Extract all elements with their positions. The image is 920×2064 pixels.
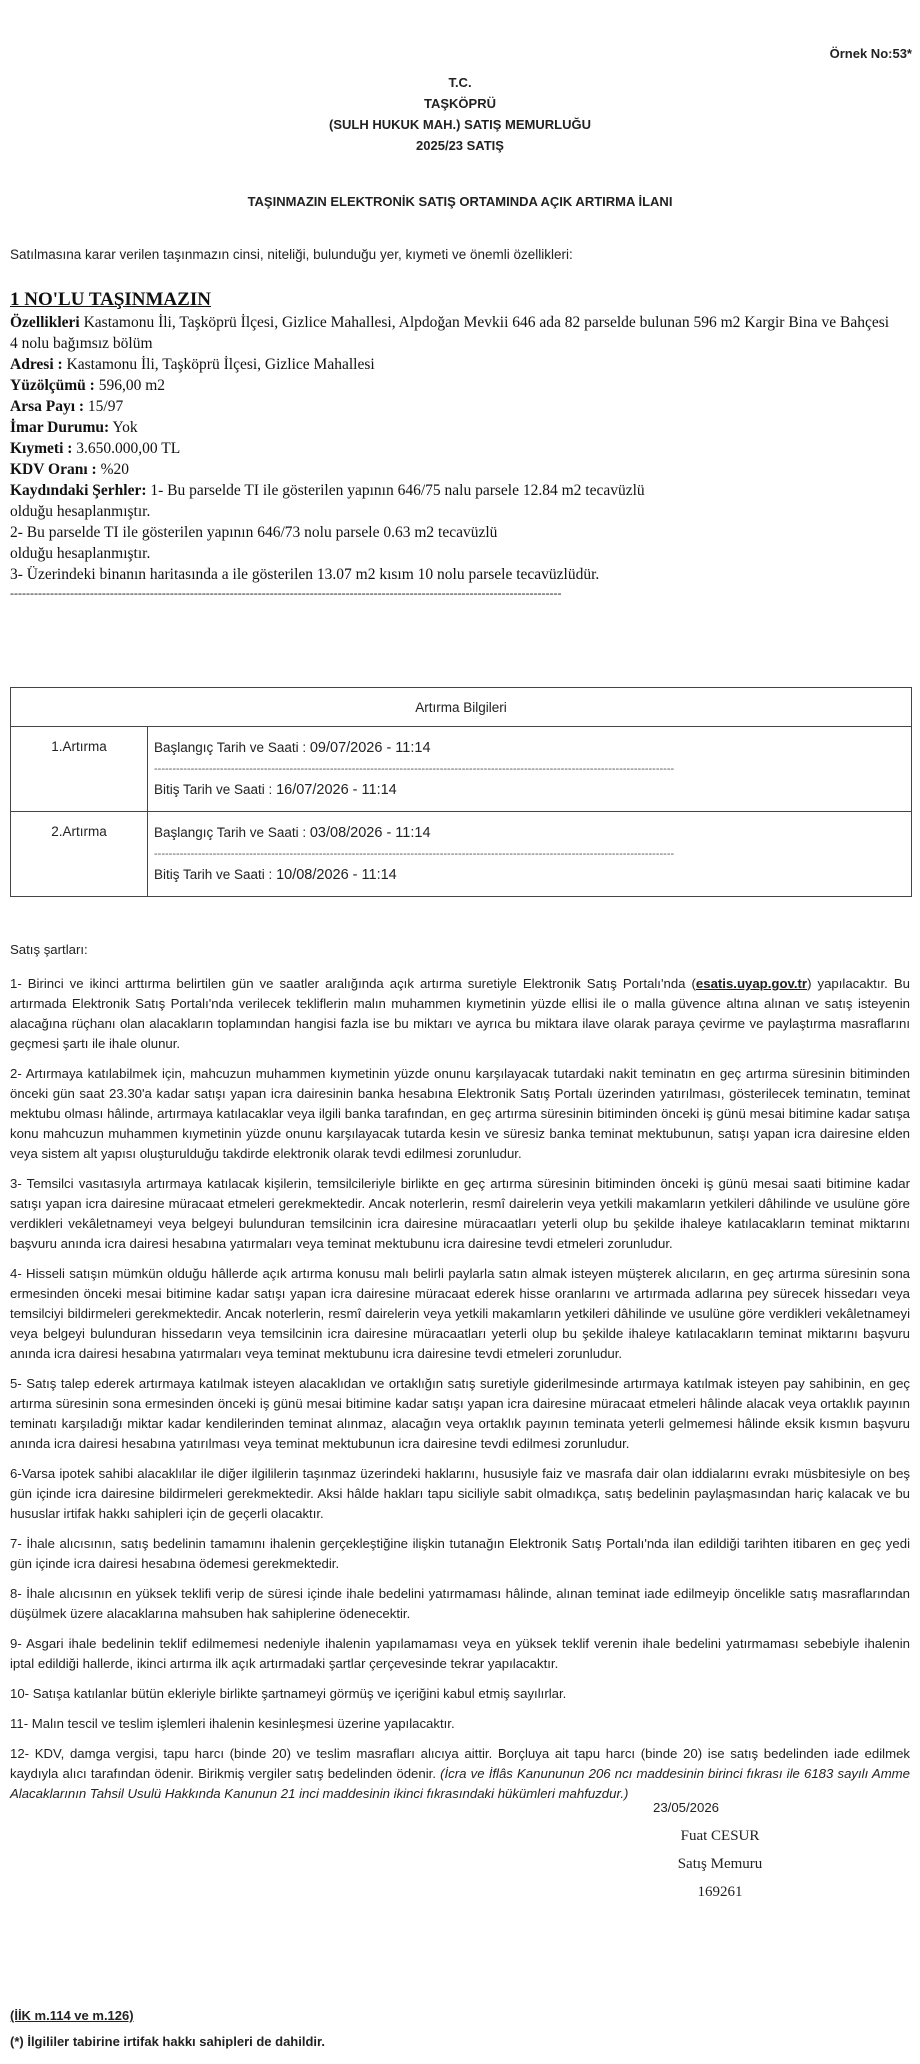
- property-features: Özellikleri Kastamonu İli, Taşköprü İlçesi, Gizlice Mahallesi, Alpdoğan Mevkii 646 ada 82 parselde bulunan 596 m2 Kargir Bina ve Bahçesi 4 nolu bağımsız bölüm: [10, 314, 890, 352]
- auction-dates: [148, 812, 912, 897]
- annotation-line: olduğu hesaplanmıştır.: [10, 503, 151, 520]
- esatis-link[interactable]: esatis.uyap.gov.tr: [695, 976, 808, 991]
- term-1: 1- Birinci ve ikinci arttırma belirtilen gün ve saatler aralığında açık artırma suretiyle Elektronik Satış Portalı'nda (esatis.uyap.gov.tr) yapılacaktır. Bu artırmada Elektronik Satış Portalı'nda verilecek tekliflerin malın muhammen kıymetinin yüzde ellisi ile o malla güvence altına alınan ve satış isteyenin alacağına rüçhanı olan alacakların toplamından hangisi fazla ise bu miktarı ve ayrıca bu miktara ilave olarak paraya çevirme ve paylaştırma masraflarını geçmesi şartı ile ihale olunur.: [10, 976, 910, 1051]
- term-11: 11- Malın tescil ve teslim işlemleri ihalenin kesinleşmesi üzerine yapılacaktır.: [10, 1716, 455, 1731]
- term-8: 8- İhale alıcısının en yüksek teklifi verip de süresi içinde ihale bedelini yatırmaması hâlinde, alınan teminat iade edilmeyip öncelikle satış masraflarından düşülmek üzere alacaklarına mahsuben hak sahiplerine ödenecektir.: [10, 1586, 910, 1621]
- property-vat-rate: KDV Oranı : %20: [10, 461, 129, 478]
- auction-end: Bitiş Tarih ve Saati : 16/07/2026 - 11:14: [154, 782, 397, 798]
- property-value: Kıymeti : 3.650.000,00 TL: [10, 440, 181, 457]
- sample-number: Örnek No:53*: [829, 46, 912, 61]
- auction-label: 1.Artırma: [11, 727, 148, 812]
- signatory-title: Satış Memuru: [677, 1856, 763, 1872]
- term-9: 9- Asgari ihale bedelinin teklif edilmemesi nedeniyle ihalenin yapılamaması veya en yüksek teklif verenin ihale bedelini yatırmaması sebebiyle ihalenin iptal edildiği hallerde, ikinci artırma ilk açık artırmadaki şartlar çerçevesinde tekrar yapılacaktır.: [10, 1636, 910, 1671]
- term-7: 7- İhale alıcısının, satış bedelinin tamamını ihalenin gerçekleştiğine ilişkin tutanağın Elektronik Satış Portalı'nda ilan edildiği tarihten itibaren en geç yedi gün içinde icra dairesi hesabına ödemesi gerekmektedir.: [10, 1536, 910, 1571]
- notice-title: TAŞINMAZIN ELEKTRONİK SATIŞ ORTAMINDA AÇIK ARTIRMA İLANI: [247, 194, 673, 209]
- auction-end: Bitiş Tarih ve Saati : 10/08/2026 - 11:14: [154, 867, 397, 883]
- row-separator: ----------------------------------------------------------------------------------------------------------------------------------------------: [154, 848, 675, 860]
- header-tc: T.C.: [448, 75, 472, 90]
- row-separator: ----------------------------------------------------------------------------------------------------------------------------------------------: [154, 763, 675, 775]
- term-3: 3- Temsilci vasıtasıyla artırmaya katılacak kişilerin, temsilcileriyle birlikte en geç artırma süresinin bitiminden önceki iş günü mesai saati bitimine kadar satışı yapan icra dairesine müracaat etmeleri gerekmektedir. Ancak noterlerin, resmî dairelerin veya yetkili makamların yetkileri dâhilinde ve usulüne göre verdikleri vekâletnameyi veya belgeyi bulunduran temsilcinin icra dairesine müracaatları yeterli olup bu şekilde ihaleye katılacakların teminat miktarını başvuru anında icra dairesi hesabına yatırmaları veya teminat mektubunu icra dairesine tevdi etmeleri zorunludur.: [10, 1176, 910, 1251]
- property-title: 1 NO'LU TAŞINMAZIN: [10, 289, 211, 310]
- auction-table-header: Artırma Bilgileri: [11, 688, 912, 727]
- property-area: Yüzölçümü : 596,00 m2: [10, 377, 166, 394]
- header-office: (SULH HUKUK MAH.) SATIŞ MEMURLUĞU: [329, 117, 591, 132]
- auction-row: [11, 812, 912, 897]
- term-6: 6-Varsa ipotek sahibi alacaklılar ile diğer ilgililerin taşınmaz üzerindeki haklarını, hususiyle faiz ve masrafa dair olan iddialarını evrakı müsbitesiyle on beş gün içinde icra dairesine bildirmeleri gerekmektedir. Aksi hâlde hakları tapu siciliyle sabit olmadıkça, satış bedelinin paylaşmasından hariç kalacak ve bu hususlar irtifak hakkı sahipleri için de geçerli olacaktır.: [10, 1466, 910, 1521]
- terms-caption: Satış şartları:: [10, 942, 88, 957]
- auction-row: [11, 727, 912, 812]
- header-file-no: 2025/23 SATIŞ: [416, 138, 504, 153]
- footer-note: (*) İlgililer tabirine irtifak hakkı sahipleri de dahildir.: [10, 2034, 325, 2049]
- term-4: 4- Hisseli satışın mümkün olduğu hâllerde açık artırma konusu malı belirli paylarla satın almak isteyen müşterek alıcıların, en geç artırma süresinin sona ermesinden önceki mesai bitimine kadar satışı yapan icra dairesine müracaat ederek hisse oranlarını ve artırmada adlarına pey sürecek hissedarı veya temsilciyi bildirmeleri gerekmektedir. Ancak noterlerin, resmî dairelerin veya yetkili makamların yetkileri dâhilinde ve usulüne göre verdikleri vekâletnameyi veya belgeyi bulunduran hissedarın veya temsilcinin icra dairesine müracaatları yeterli olup bu şekilde ihaleye katılacakların teminat miktarını başvuru anında icra dairesi hesabına yatırmaları veya teminat mektubunu icra dairesine tevdi etmeleri zorunludur.: [10, 1266, 910, 1361]
- signature-date: 23/05/2026: [653, 1800, 720, 1815]
- auction-start: Başlangıç Tarih ve Saati : 09/07/2026 - 11:14: [154, 740, 431, 756]
- term-5: 5- Satış talep ederek artırmaya katılmak isteyen alacaklıdan ve ortaklığın satış suretiyle giderilmesinde artırmaya katılmak isteyen pay sahibinin, en geç artırma süresinin sona ermesinden önceki iş günü mesai bitimine kadar satışı yapan icra dairesine müracaat etmeleri hâlinde alacak veya ortaklık payının teminatı karşıladığı miktar kadar kendilerinden teminat alınmaz, alacağın veya ortaklık payının teminata yeterli gelmemesi hâlinde eksik kısmın başvuru anında icra dairesi hesabına yatırılması veya teminat mektubunun icra dairesine tevdi edilmesi zorunludur.: [10, 1376, 910, 1451]
- property-section: [10, 288, 890, 601]
- auction-dates: [148, 727, 912, 812]
- auction-table: [10, 687, 912, 897]
- auction-label: 2.Artırma: [11, 812, 148, 897]
- legal-reference: (İİK m.114 ve m.126): [10, 2008, 134, 2023]
- auction-start: Başlangıç Tarih ve Saati : 03/08/2026 - 11:14: [154, 825, 431, 841]
- term-2: 2- Artırmaya katılabilmek için, mahcuzun muhammen kıymetinin yüzde onunu karşılayacak tutardaki nakit teminatın en geç artırma süresinin bitiminden önceki gün saat 23.30'a kadar satışı yapan icra dairesinin banka hesabına Elektronik Satış Portalı üzerinden yatırılması, gösterilecek teminatın, teminat mektubu olması hâlinde, artırmaya katılacaklar veya ilgili banka tarafından, en geç artırma süresinin bitiminden önceki iş günü mesai bitimine kadar satışa konu mahcuzun muhammen kıymetinin yüzde onunu karşılayacak tutarda kesin ve süresiz banka teminat mektubunun, satışı yapan icra dairesine elden veya sistem alt yapısı oluşturulduğu takdirde elektronik olarak tevdi edilmesi zorunludur.: [10, 1066, 910, 1161]
- property-annotations: Kaydındaki Şerhler: 1- Bu parselde TI ile gösterilen yapının 646/75 nalu parsele 12.84 m2 tecavüzlü: [10, 482, 645, 499]
- term-10: 10- Satışa katılanlar bütün ekleriyle birlikte şartnameyi görmüş ve içeriğini kabul etmiş sayılırlar.: [10, 1686, 567, 1701]
- signatory-number: 169261: [697, 1884, 743, 1900]
- sale-terms: [10, 940, 910, 1814]
- term-12: 12- KDV, damga vergisi, tapu harcı (binde 20) ve teslim masrafları alıcıya aittir. Borçluya ait tapu harcı (binde 20) ise satış bedelinden iade edilmek kaydıyla alıcı tarafından ödenir. Birikmiş vergiler satış bedelinden ödenir. (İcra ve İflâs Kanununun 206 ncı maddesinin birinci fıkrası ile 6183 sayılı Amme Alacaklarının Tahsil Usulü Hakkında Kanunun 21 inci maddesinin ikinci fıkrasındaki hükümleri mahfuzdur.): [10, 1746, 911, 1801]
- annotation-line: olduğu hesaplanmıştır.: [10, 545, 151, 562]
- annotation-line: 2- Bu parselde TI ile gösterilen yapının 646/73 nolu parsele 0.63 m2 tecavüzlü: [10, 524, 498, 541]
- annotation-line: 3- Üzerindeki binanın haritasında a ile gösterilen 13.07 m2 kısım 10 nolu parsele tecavüzlüdür.: [10, 566, 600, 583]
- property-address: Adresi : Kastamonu İli, Taşköprü İlçesi, Gizlice Mahallesi: [10, 356, 375, 373]
- section-separator: ------------------------------------------------------------------------------------------------------------------------------------------: [10, 586, 562, 600]
- intro-text: Satılmasına karar verilen taşınmazın cinsi, niteliği, bulunduğu yer, kıymeti ve önemli özellikleri:: [10, 247, 573, 262]
- property-zoning: İmar Durumu: Yok: [10, 419, 138, 436]
- property-land-share: Arsa Payı : 15/97: [10, 398, 124, 415]
- signatory-name: Fuat CESUR: [680, 1828, 760, 1844]
- header-court: TAŞKÖPRÜ: [424, 96, 496, 111]
